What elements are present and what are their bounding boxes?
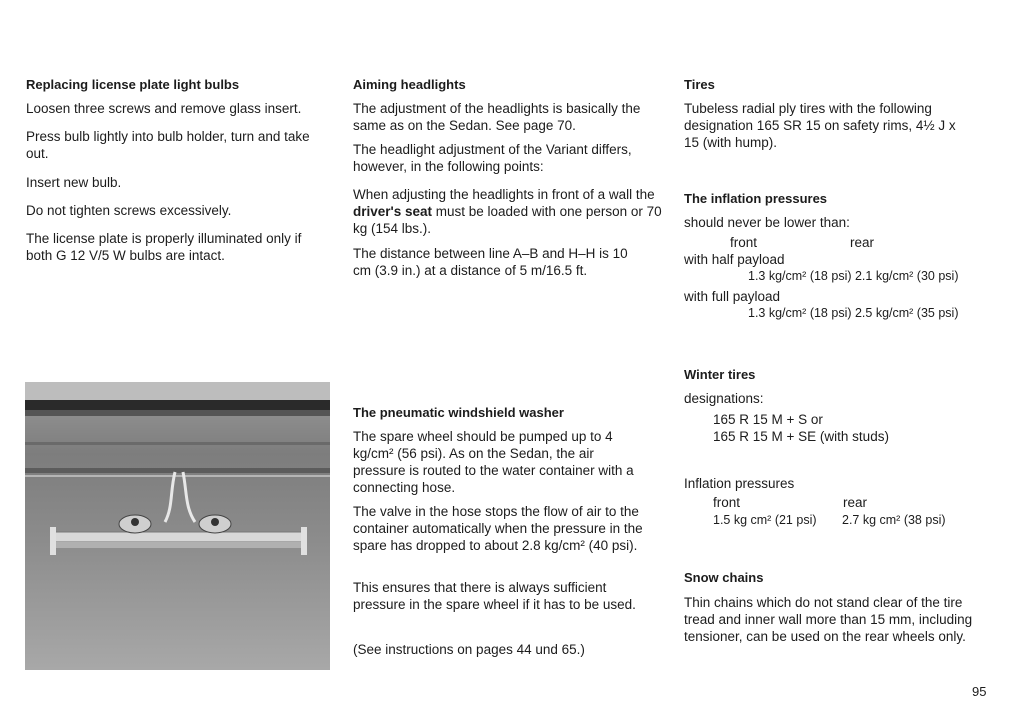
washer-photo [25, 382, 330, 670]
designation-1: 165 R 15 M + S or [713, 412, 823, 427]
winter-inflation-table [684, 495, 1004, 535]
winter-inflation-label: Inflation pressures [684, 476, 795, 491]
license-step-1: Loosen three screws and remove glass insert. [26, 101, 302, 116]
heading-winter-tires: Winter tires [684, 367, 756, 382]
heading-tires: Tires [684, 77, 715, 92]
tires-text: Tubeless radial ply tires with the following designation 165 SR 15 on safety rims, 4½ J x 15 (with hump). [684, 101, 956, 150]
license-step-3: Insert new bulb. [26, 175, 122, 190]
half-payload-label: with half payload [684, 252, 785, 267]
license-step-2: Press bulb lightly into bulb holder, turn and take out. [26, 129, 310, 161]
snow-chains-text: Thin chains which do not stand clear of the tire tread and inner wall more than 15 mm, including tensioner, can be used on the rear wheels only. [684, 595, 973, 644]
aiming-text-3: When adjusting the headlights in front of a wall the driver's seat must be loaded with one person or 70 kg (154 lbs.). [353, 187, 662, 236]
col-rear: rear [850, 235, 875, 250]
aiming-text-4: The distance between line A–B and H–H is 10 cm (3.9 in.) at a distance of 5 m/16.5 ft. [353, 246, 628, 278]
full-payload-values: 1.3 kg/cm² (18 psi) 2.5 kg/cm² (35 psi) [748, 306, 959, 320]
license-note: The license plate is properly illuminated only if both G 12 V/5 W bulbs are intact. [26, 231, 302, 263]
inflation-table [684, 235, 1004, 325]
aiming-text-2: The headlight adjustment of the Variant differs, however, in the following points: [353, 142, 632, 174]
winter-rear-value: 2.7 kg cm² (38 psi) [842, 513, 946, 527]
aiming-text-1: The adjustment of the headlights is basically the same as on the Sedan. See page 70. [353, 101, 641, 133]
drivers-seat-emphasis: driver's seat [353, 204, 433, 219]
winter-front-value: 1.5 kg cm² (21 psi) [713, 513, 817, 527]
heading-windshield-washer: The pneumatic windshield washer [353, 405, 564, 420]
winter-col-rear: rear [843, 495, 868, 510]
heading-snow-chains: Snow chains [684, 570, 764, 585]
full-payload-label: with full payload [684, 289, 781, 304]
heading-aiming-headlights: Aiming headlights [353, 77, 466, 92]
heading-inflation-pressures: The inflation pressures [684, 191, 828, 206]
washer-text-2: The valve in the hose stops the flow of air to the container automatically when the pressure in the spare has dropped to about 2.8 kg/cm² (40 psi). [353, 504, 643, 553]
washer-reference: (See instructions on pages 44 und 65.) [353, 642, 585, 657]
winter-col-front: front [713, 495, 741, 510]
license-step-4: Do not tighten screws excessively. [26, 203, 232, 218]
col-front: front [730, 235, 758, 250]
designation-2: 165 R 15 M + SE (with studs) [713, 429, 889, 444]
washer-text-3: This ensures that there is always sufficient pressure in the spare wheel if it has to be used. [353, 580, 636, 612]
inflation-intro: should never be lower than: [684, 215, 850, 230]
washer-text-1: The spare wheel should be pumped up to 4 kg/cm² (56 psi). As on the Sedan, the air pressure is routed to the water container with a connecting hose. [353, 429, 634, 495]
designations-label: designations: [684, 391, 764, 406]
half-payload-values: 1.3 kg/cm² (18 psi) 2.1 kg/cm² (30 psi) [748, 269, 959, 283]
page-number: 95 [972, 684, 987, 699]
heading-license-plate: Replacing license plate light bulbs [26, 77, 240, 92]
